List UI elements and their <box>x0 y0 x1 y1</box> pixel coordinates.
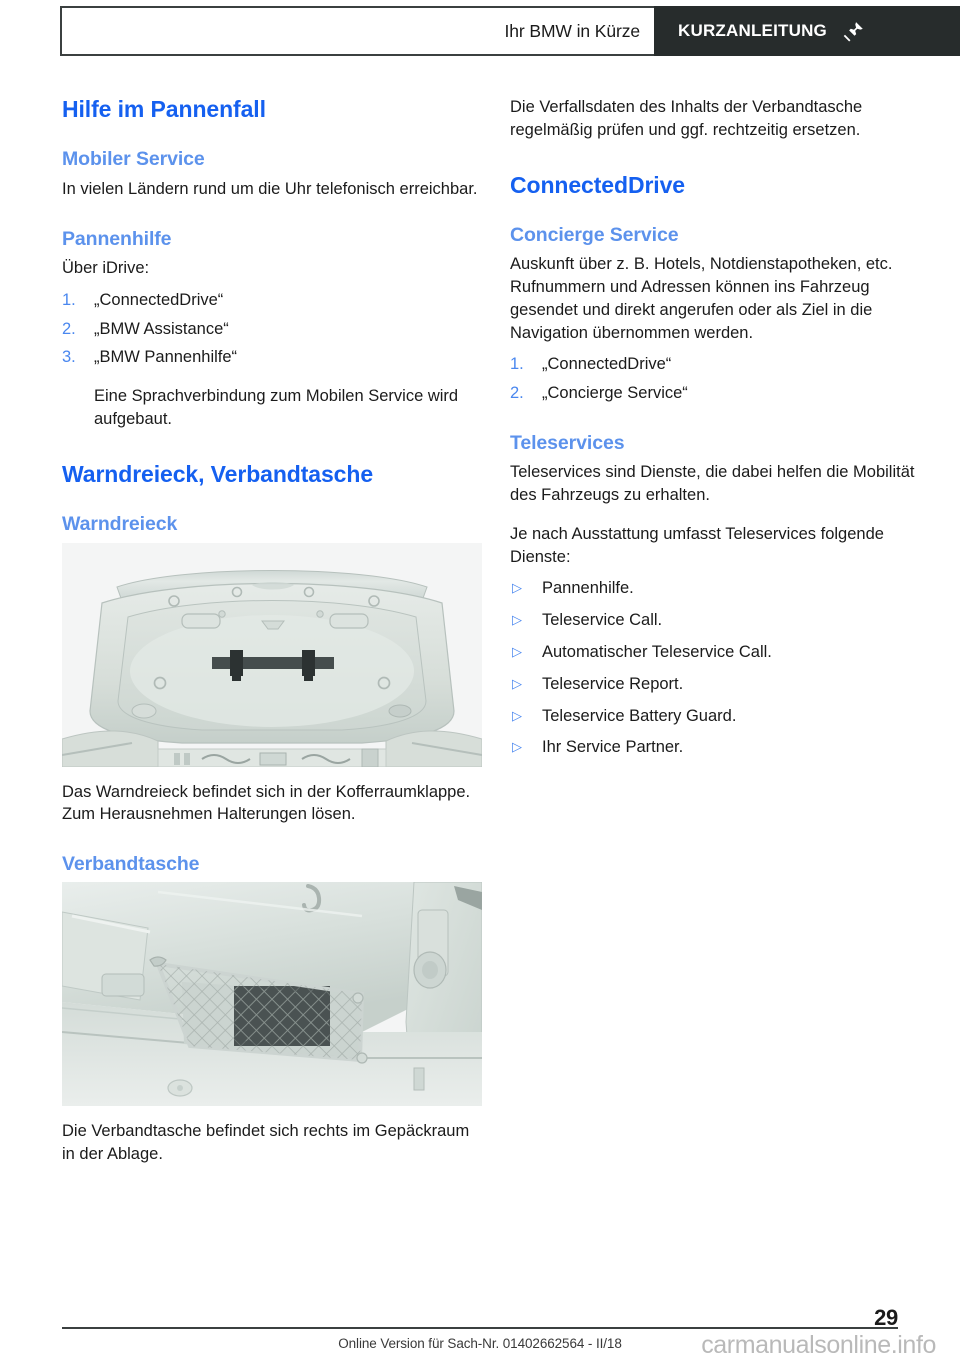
concierge-step-list <box>510 353 934 405</box>
list-item-label: Pannenhilfe. <box>542 579 634 598</box>
caption-warndreieck: Das Warndreieck befindet sich in der Kofferraumklappe. Zum Herausnehmen Halterungen lösen. <box>62 782 471 824</box>
right-column <box>510 96 934 775</box>
list-item-label: „Concierge Service“ <box>542 384 688 403</box>
header-section-tab <box>654 6 960 56</box>
list-item <box>510 736 934 759</box>
paragraph-pannenhilfe-intro: Über iDrive: <box>62 259 150 278</box>
heading-concierge-service: Concierge Service <box>510 223 679 246</box>
list-item-label: Teleservice Call. <box>542 611 663 630</box>
breadcrumb: Ihr BMW in Kürze <box>504 20 640 41</box>
paragraph-concierge-service: Auskunft über z. B. Hotels, Notdienstapotheken, etc. Rufnummern und Adressen können ins Fahrzeug gesendet und direkt angerufen oder als Ziel in die Navigation übernommen werden. <box>510 255 893 342</box>
list-item <box>62 318 486 341</box>
list-item-label: „ConnectedDrive“ <box>542 355 672 374</box>
page-title: Hilfe im Pannenfall <box>62 96 266 122</box>
triangle-bullet-icon: ▷ <box>512 644 522 659</box>
paragraph-pannenhilfe-note: Eine Sprachverbindung zum Mobilen Service wird aufgebaut. <box>94 387 459 428</box>
list-item <box>62 346 486 369</box>
page-header <box>60 6 960 56</box>
triangle-bullet-icon: ▷ <box>512 580 522 596</box>
watermark: carmanualsonline.info <box>701 1331 936 1359</box>
page-number: 29 <box>874 1305 898 1330</box>
version-line: Online Version für Sach-Nr. 01402662564 - II/18 <box>338 1336 622 1351</box>
list-item-label: Ihr Service Partner. <box>542 738 684 757</box>
triangle-bullet-icon: ▷ <box>512 707 522 723</box>
heading-warndreieck: Warndreieck <box>62 513 178 536</box>
list-item-label: Teleservice Battery Guard. <box>542 706 737 725</box>
heading-mobiler-service: Mobiler Service <box>62 148 205 171</box>
teleservices-bullet-list <box>510 577 934 759</box>
list-item <box>510 673 934 696</box>
pannenhilfe-step-list <box>62 289 486 369</box>
list-item-label: Teleservice Report. <box>542 674 684 693</box>
list-marker: 3. <box>62 348 76 367</box>
triangle-bullet-icon: ▷ <box>512 739 522 755</box>
list-item <box>510 705 934 728</box>
heading-teleservices: Teleservices <box>510 431 625 454</box>
heading-verbandtasche: Verbandtasche <box>62 853 200 876</box>
list-marker: 2. <box>62 319 76 338</box>
list-item <box>510 353 934 376</box>
list-marker: 2. <box>510 384 524 403</box>
list-item <box>510 382 934 405</box>
heading-connecteddrive: ConnectedDrive <box>510 171 685 198</box>
caption-verbandtasche: Die Verbandtasche befindet sich rechts im Gepäckraum in der Ablage. <box>62 1122 470 1164</box>
list-marker: 1. <box>62 290 76 309</box>
triangle-bullet-icon: ▷ <box>512 675 522 691</box>
heading-warndreieck-verbandtasche: Warndreieck, Verbandtasche <box>62 460 374 487</box>
list-item-label: „ConnectedDrive“ <box>94 290 224 309</box>
paragraph-verbandtasche-expiry: Die Verfallsdaten des Inhalts der Verbandtasche regelmäßig prüfen und ggf. rechtzeitig ersetzen. <box>510 98 863 139</box>
pushpin-icon <box>843 20 865 42</box>
left-column <box>62 96 486 1182</box>
triangle-bullet-icon: ▷ <box>512 612 522 628</box>
heading-pannenhilfe: Pannenhilfe <box>62 227 172 250</box>
list-item <box>510 641 934 664</box>
list-item <box>510 577 934 600</box>
list-item <box>510 609 934 632</box>
paragraph-teleservices-2: Je nach Ausstattung umfasst Teleservices folgende Dienste: <box>510 524 884 566</box>
figure-trunk-lid-warning-triangle <box>62 543 482 767</box>
list-item-label: „BMW Pannenhilfe“ <box>94 348 238 367</box>
list-marker: 1. <box>510 355 524 374</box>
list-item-label: „BMW Assistance“ <box>94 319 229 338</box>
paragraph-teleservices-1: Teleservices sind Dienste, die dabei helfen die Mobilität des Fahrzeugs zu erhalten. <box>510 463 915 505</box>
figure-trunk-cargo-net <box>62 882 482 1106</box>
section-tab-label: KURZANLEITUNG <box>678 21 827 40</box>
header-breadcrumb-box <box>60 6 654 56</box>
list-item-label: Automatischer Teleservice Call. <box>542 643 772 661</box>
list-item <box>62 289 486 312</box>
paragraph-mobiler-service: In vielen Ländern rund um die Uhr telefonisch erreichbar. <box>62 179 478 198</box>
footer-divider <box>62 1327 898 1329</box>
